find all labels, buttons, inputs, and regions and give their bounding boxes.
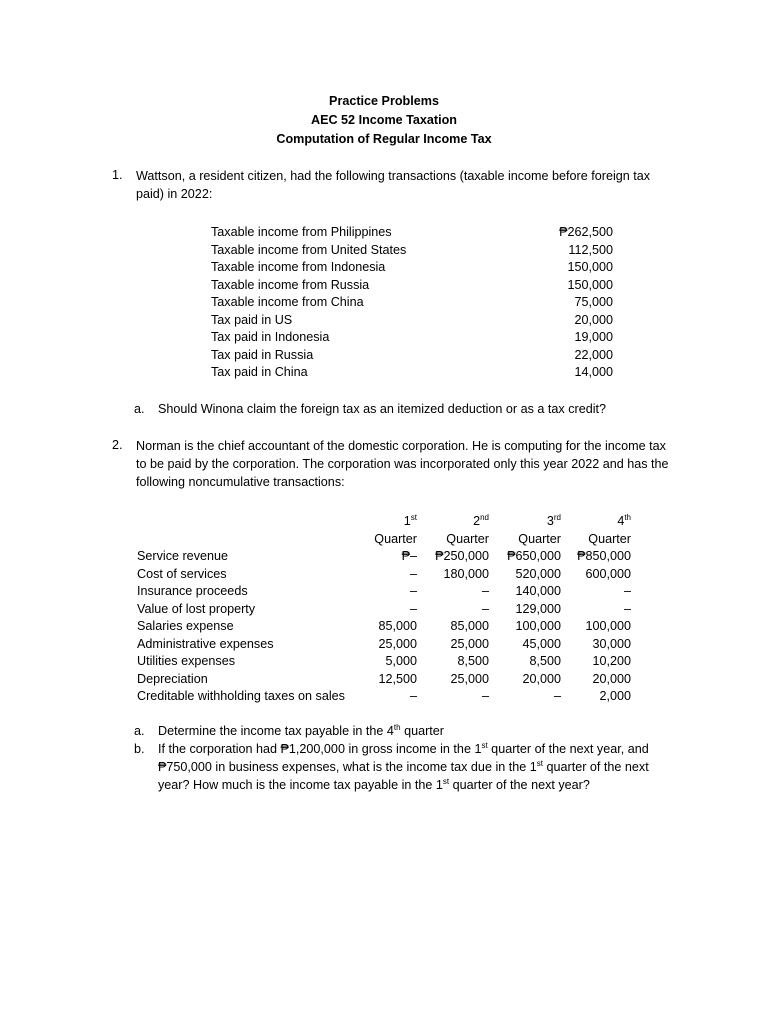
problem-1-text: Wattson, a resident citizen, had the following transactions (taxable income before foreign tax paid) in 2022: — [136, 169, 651, 201]
question-letter: a. — [134, 724, 145, 738]
problem-1-question-a — [134, 400, 674, 418]
question-text-part: If the corporation had ₱1,200,000 in gross income in the 1 — [158, 742, 482, 756]
row-label: Taxable income from Russia — [211, 277, 370, 292]
table-cell: 129,000 — [515, 601, 561, 616]
row-value: 14,000 — [574, 365, 613, 379]
row-value: 150,000 — [567, 260, 613, 274]
column-header — [446, 512, 489, 548]
table-cell: 20,000 — [592, 671, 631, 686]
row-label: Creditable withholding taxes on sales — [137, 689, 345, 703]
column-header-ordinal — [518, 512, 561, 530]
table-row — [137, 671, 637, 689]
question-text-part: quarter of the next year? How much is the income tax payable in the 1 — [158, 760, 649, 792]
question-text-part: quarter of the next year? — [449, 778, 590, 792]
table-row — [211, 329, 611, 347]
column-header-word: Quarter — [446, 532, 489, 546]
row-label: Value of lost property — [137, 601, 256, 616]
row-label: Taxable income from United States — [211, 242, 407, 257]
table-cell: – — [409, 566, 417, 581]
table-row — [137, 601, 637, 619]
column-header-word: Quarter — [518, 532, 561, 546]
header-course: AEC 52 Income Taxation — [310, 113, 458, 127]
table-cell: 25,000 — [450, 671, 489, 686]
table-row — [211, 364, 611, 382]
row-label: Depreciation — [137, 671, 208, 686]
row-value: 22,000 — [574, 347, 613, 362]
problem-2-number: 2. — [112, 438, 123, 452]
ordinal-suffix: st — [536, 759, 543, 768]
table-cell: 85,000 — [378, 619, 417, 633]
header-topic: Computation of Regular Income Tax — [276, 132, 492, 146]
table-cell: 20,000 — [522, 671, 561, 686]
table-body — [137, 548, 637, 706]
row-value: 112,500 — [568, 242, 613, 257]
table-cell: ₱650,000 — [507, 549, 561, 563]
column-header — [518, 512, 561, 548]
table-cell: ₱– — [401, 549, 417, 563]
ordinal-number: 4 — [617, 514, 625, 528]
row-label: Tax paid in Indonesia — [211, 330, 330, 344]
row-value: 75,000 — [574, 295, 613, 309]
problem-1-table — [211, 224, 611, 382]
table-cell: 25,000 — [378, 636, 417, 651]
row-label: Taxable income from Indonesia — [211, 260, 386, 274]
table-cell: 2,000 — [599, 689, 631, 703]
ordinal-suffix: nd — [480, 513, 489, 522]
question-text — [158, 740, 664, 794]
table-cell: – — [409, 584, 417, 598]
row-label: Taxable income from China — [211, 295, 364, 309]
ordinal-number: 2 — [473, 514, 481, 528]
ordinal-suffix: th — [393, 723, 401, 732]
column-header — [588, 512, 631, 548]
table-cell: – — [409, 689, 417, 703]
column-header-ordinal — [588, 512, 631, 530]
table-cell: 85,000 — [450, 619, 489, 633]
table-row — [211, 242, 611, 260]
table-cell: – — [623, 584, 631, 598]
row-label: Tax paid in China — [211, 365, 308, 379]
problem-1-number: 1. — [112, 168, 123, 182]
table-row — [137, 583, 637, 601]
problem-2 — [112, 437, 672, 491]
table-cell: 12,500 — [378, 671, 417, 686]
row-label: Salaries expense — [137, 619, 234, 633]
table-cell: 100,000 — [585, 619, 631, 633]
table-cell: 10,200 — [592, 654, 631, 668]
question-text-part: Determine the income tax payable in the 4 — [158, 724, 394, 738]
question-letter: b. — [134, 742, 145, 756]
problem-1 — [112, 167, 672, 203]
table-row — [211, 224, 611, 242]
row-value: 20,000 — [574, 312, 613, 327]
table-cell: ₱250,000 — [435, 549, 489, 563]
table-cell: 5,000 — [385, 654, 417, 668]
ordinal-number: 1 — [403, 514, 411, 528]
row-label: Administrative expenses — [137, 636, 274, 651]
question-text: Should Winona claim the foreign tax as an itemized deduction or as a tax credit? — [158, 402, 607, 416]
table-row — [211, 277, 611, 295]
table-cell: 8,500 — [457, 654, 489, 668]
table-cell: 100,000 — [515, 619, 561, 633]
row-label: Insurance proceeds — [137, 584, 248, 598]
problem-2-question-a — [134, 722, 674, 740]
column-header-ordinal — [374, 512, 417, 530]
ordinal-suffix: st — [481, 741, 488, 750]
row-label: Tax paid in Russia — [211, 347, 314, 362]
table-cell: 140,000 — [515, 584, 561, 598]
row-value: 150,000 — [567, 277, 613, 292]
table-cell: – — [409, 601, 417, 616]
ordinal-suffix: rd — [553, 513, 561, 522]
table-cell: – — [553, 689, 561, 703]
problem-2-question-b — [134, 740, 664, 794]
problem-2-table — [137, 512, 637, 706]
table-row — [137, 688, 637, 706]
column-header-ordinal — [446, 512, 489, 530]
column-header-word: Quarter — [588, 532, 631, 546]
question-text-part: quarter — [400, 724, 444, 738]
row-label: Cost of services — [137, 566, 227, 581]
column-header-word: Quarter — [374, 532, 417, 546]
ordinal-suffix: st — [410, 513, 417, 522]
row-label: Tax paid in US — [211, 312, 293, 327]
table-row — [137, 618, 637, 636]
question-letter: a. — [134, 402, 145, 416]
header-title: Practice Problems — [329, 94, 439, 108]
row-label: Utilities expenses — [137, 654, 235, 668]
table-row — [137, 566, 637, 584]
table-cell: 520,000 — [515, 566, 561, 581]
table-cell: – — [481, 689, 489, 703]
table-cell: 30,000 — [592, 636, 631, 651]
ordinal-number: 3 — [546, 514, 554, 528]
table-row — [211, 312, 611, 330]
table-cell: 8,500 — [529, 654, 561, 668]
table-cell: – — [481, 601, 489, 616]
table-row — [211, 347, 611, 365]
table-row — [211, 294, 611, 312]
table-cell: 180,000 — [443, 566, 489, 581]
row-label: Taxable income from Philippines — [211, 225, 392, 239]
table-row — [137, 653, 637, 671]
table-cell: ₱850,000 — [577, 549, 631, 563]
ordinal-suffix: th — [624, 513, 631, 522]
row-label: Service revenue — [137, 549, 229, 563]
table-row — [137, 548, 637, 566]
document-header — [0, 92, 768, 149]
table-row — [211, 259, 611, 277]
table-row — [137, 636, 637, 654]
question-text — [158, 722, 674, 740]
table-cell: – — [481, 584, 489, 598]
table-header — [137, 512, 637, 548]
row-value: ₱262,500 — [559, 225, 613, 239]
question-text-part: quarter of the next year, and ₱750,000 in business expenses, what is the income tax due in the 1 — [158, 742, 649, 774]
ordinal-suffix: st — [442, 777, 450, 786]
problem-2-text: Norman is the chief accountant of the domestic corporation. He is computing for the income tax to be paid by the corporation. The corporation was incorporated only this year 2022 and has the following noncumulative transactions: — [136, 439, 669, 489]
table-cell: 25,000 — [450, 636, 489, 651]
row-value: 19,000 — [574, 330, 613, 344]
table-cell: – — [623, 601, 631, 616]
table-cell: 45,000 — [522, 636, 561, 651]
table-cell: 600,000 — [585, 566, 631, 581]
column-header — [374, 512, 417, 548]
